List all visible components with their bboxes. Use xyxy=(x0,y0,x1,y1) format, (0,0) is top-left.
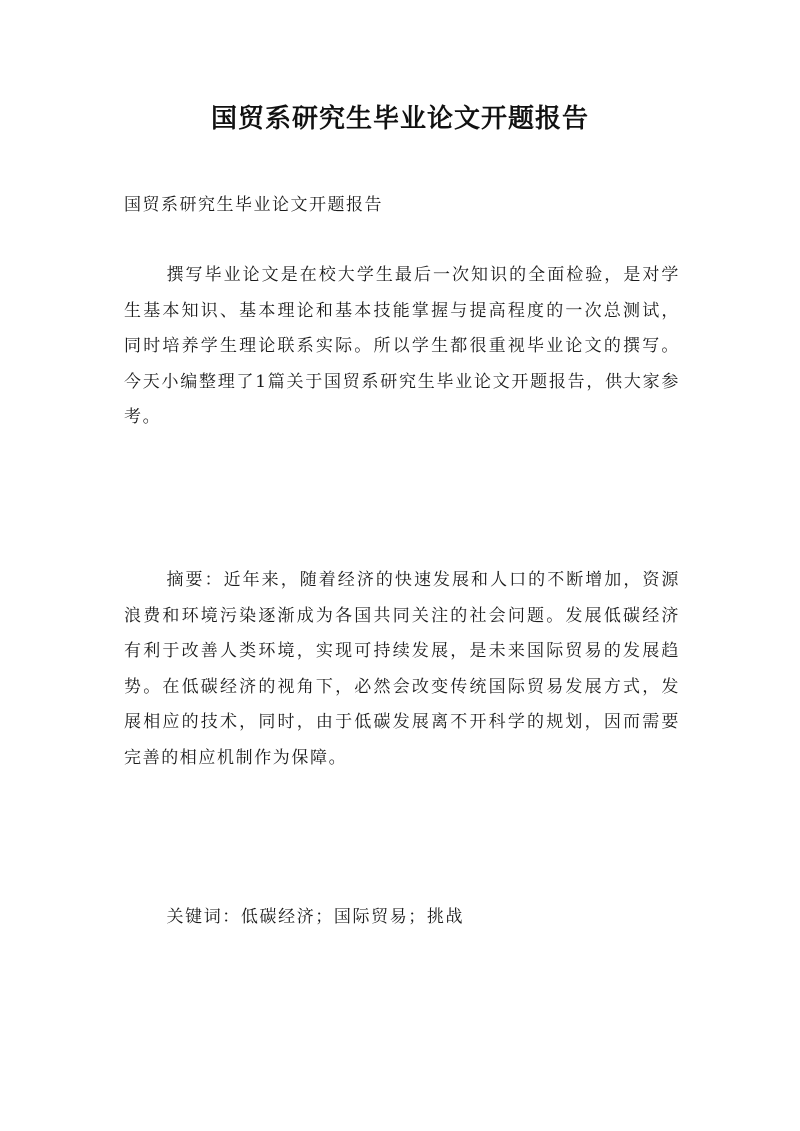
intro-paragraph: 撰写毕业论文是在校大学生最后一次知识的全面检验，是对学生基本知识、基本理论和基本技能掌握与提高程度的一次总测试，同时培养学生理论联系实际。所以学生都很重视毕业论文的撰写。今天小编整理了1篇关于国贸系研究生毕业论文开题报告，供大家参考。 xyxy=(124,265,680,427)
keywords-paragraph: 关键词：低碳经济；国际贸易；挑战 xyxy=(166,907,465,927)
document-title: 国贸系研究生毕业论文开题报告 xyxy=(210,104,589,134)
document-subtitle: 国贸系研究生毕业论文开题报告 xyxy=(124,195,383,215)
abstract-paragraph: 摘要：近年来，随着经济的快速发展和人口的不断增加，资源浪费和环境污染逐渐成为各国共同关注的社会问题。发展低碳经济有利于改善人类环境，实现可持续发展，是未来国际贸易的发展趋势。在低碳经济的视角下，必然会改变传统国际贸易发展方式，发展相应的技术，同时，由于低碳发展离不开科学的规划，因而需要完善的相应机制作为保障。 xyxy=(124,570,680,768)
